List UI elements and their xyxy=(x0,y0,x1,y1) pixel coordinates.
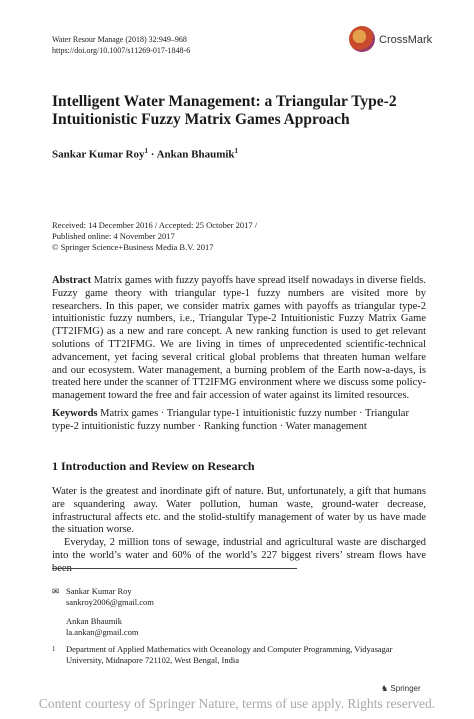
section-heading: 1 Introduction and Review on Research xyxy=(52,459,255,473)
keywords-label: Keywords xyxy=(52,408,98,419)
affiliation-text: Department of Applied Mathematics with Oceanology and Computer Programming, Vidyasagar University, Midnapore 721102, West Bengal, India xyxy=(66,644,393,665)
affiliation-marker: 1 xyxy=(234,147,239,155)
paragraph: Everyday, 2 million tons of sewage, industrial and agricultural waste are discharged into the world’s water and 60% of the world’s 227 biggest rivers’ stream flows have been xyxy=(52,537,426,574)
author-name[interactable]: Sankar Kumar Roy xyxy=(52,148,145,161)
springer-logo xyxy=(381,684,421,693)
abstract-text: Matrix games with fuzzy payoffs have spread itself nowadays in diverse fields. Fuzzy game theory with triangular type-1 fuzzy numbers are visited more by researchers. In this paper, we consider matrix games with payoffs as triangular type-2 intuitionistic fuzzy numbers, i.e., Triangular Type-2 Intuitionistic Fuzzy Matrix Game (TT2IFMG) as a new and rare concept. A new ranking function is used to get relevant solutions of TT2IFMG. We are living in times of unprecedented scientific-technical advancement, yet facing several critical global problems that threaten human welfare and our ecosystem. Water management, a burning problem of the Earth now-a-days, is treated here under the scanner of TT2IFMG environment where we discuss some policy-management toward the free and fair accession of water against its limited resources. xyxy=(52,275,427,402)
journal-citation: Water Resour Manage (2018) 32:949–968 xyxy=(52,35,187,44)
affiliation-marker: 1 xyxy=(144,147,149,155)
springer-horse-icon: ♞ xyxy=(381,684,389,693)
keywords xyxy=(52,408,426,434)
crossmark-icon xyxy=(349,26,375,52)
affiliation xyxy=(52,644,432,666)
envelope-icon: ✉ xyxy=(52,586,60,596)
body-text xyxy=(52,486,426,576)
abstract-label: Abstract xyxy=(52,275,92,286)
corr-author-email[interactable]: sankroy2006@gmail.com xyxy=(66,597,154,607)
doi-link[interactable]: https://doi.org/10.1007/s11269-017-1848-6 xyxy=(52,46,191,55)
received-accepted: Received: 14 December 2016 / Accepted: 25 October 2017 / xyxy=(52,220,258,230)
paper-title: Intelligent Water Management: a Triangular Type-2 Intuitionistic Fuzzy Matrix Games Approach xyxy=(52,93,397,128)
journal-header xyxy=(52,34,190,56)
corresponding-authors xyxy=(52,586,154,638)
author-separator: · xyxy=(148,148,157,161)
courtesy-watermark: Content courtesy of Springer Nature, terms of use apply. Rights reserved. xyxy=(38,696,436,711)
corr-author-name: Sankar Kumar Roy xyxy=(66,586,132,596)
published-online: Published online: 4 November 2017 xyxy=(52,231,175,241)
author-email[interactable]: la.ankan@gmail.com xyxy=(66,627,139,637)
crossmark-label: CrossMark xyxy=(379,34,433,46)
springer-label: Springer xyxy=(390,684,421,693)
abstract xyxy=(52,275,426,403)
copyright: © Springer Science+Business Media B.V. 2017 xyxy=(52,242,214,252)
author-list xyxy=(52,147,238,161)
keywords-text: Matrix games · Triangular type-1 intuitionistic fuzzy number · Triangular type-2 intuitionistic fuzzy number · Ranking function · Water management xyxy=(52,408,409,432)
author-name: Ankan Bhaumik xyxy=(66,616,122,626)
paragraph: Water is the greatest and inordinate gift of nature. But, unfortunately, a gift that humans are squandering away. Water pollution, human waste, ground-water decrease, infrastructural affects etc. and the stolid-stultify management of water by us have made the situation worse. xyxy=(52,486,426,536)
crossmark-badge[interactable] xyxy=(349,26,469,56)
publication-dates xyxy=(52,220,432,253)
affiliation-number: 1 xyxy=(52,645,56,653)
footnote-rule xyxy=(52,568,297,569)
author-name[interactable]: Ankan Bhaumik xyxy=(156,148,235,161)
